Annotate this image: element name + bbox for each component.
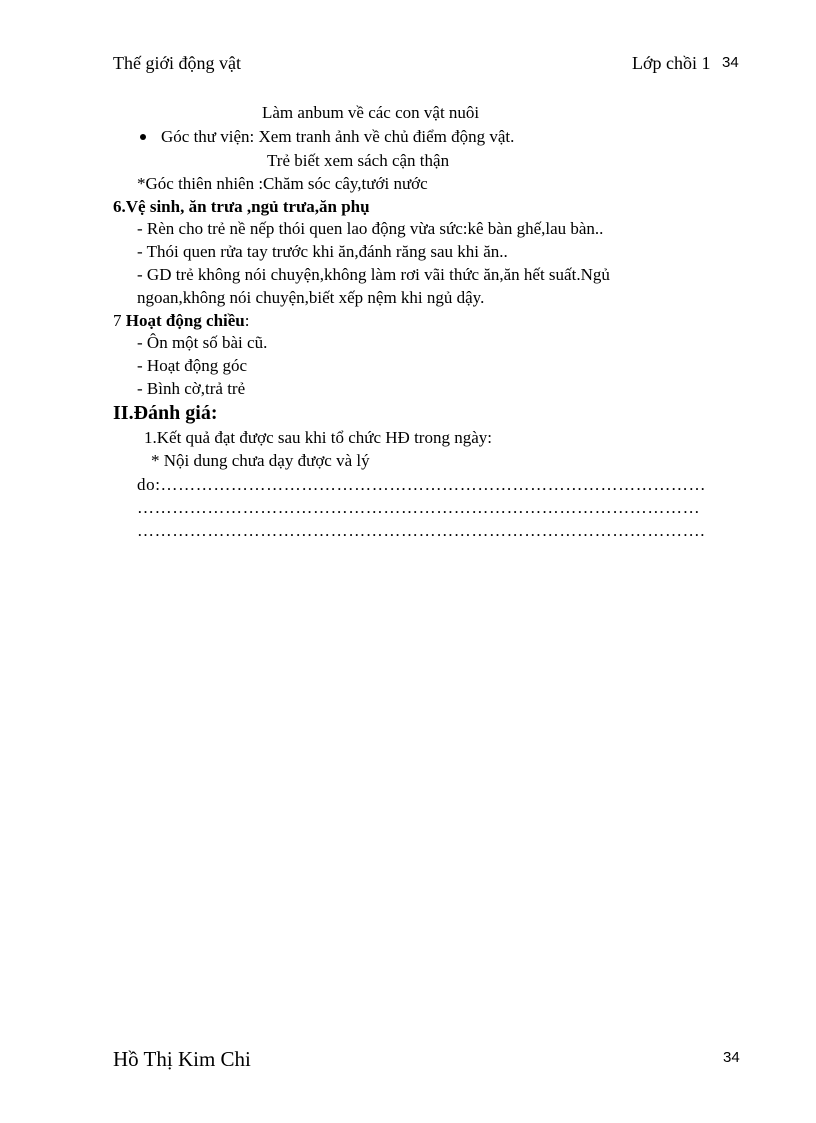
header-right: Lớp chồi 1 — [632, 53, 711, 73]
reading-line: Trẻ biết xem sách cận thận — [267, 151, 450, 170]
nature-corner-line: *Góc thiên nhiên :Chăm sóc cây,tưới nước — [137, 174, 428, 193]
evaluation-reason-line: do:………………………………………………………………………………… — [137, 475, 707, 494]
section-6-title: 6.Vệ sinh, ăn trưa ,ngủ trưa,ăn phụ — [113, 197, 370, 216]
album-line: Làm anbum về các con vật nuôi — [262, 103, 480, 122]
section-2-title: II.Đánh giá: — [113, 402, 218, 424]
evaluation-content-line: * Nội dung chưa dạy được và lý — [151, 451, 370, 470]
header-left: Thế giới động vật — [113, 53, 241, 73]
section-7-colon: : — [244, 311, 250, 330]
library-corner-item: Góc thư viện: Xem tranh ảnh về chủ điểm động vật. — [161, 127, 515, 146]
section-7-item-1: - Ôn một số bài cũ. — [137, 333, 268, 352]
section-6-item-3b: ngoan,không nói chuyện,biết xếp nệm khi ngủ dậy. — [137, 288, 485, 307]
section-7-item-3: - Bình cờ,trả trẻ — [137, 379, 246, 398]
evaluation-blank-line-1: …………………………………………………………………………………… — [137, 498, 701, 517]
header-page-number: 34 — [722, 54, 739, 71]
section-6-item-1: - Rèn cho trẻ nề nếp thói quen lao động vừa sức:kê bàn ghế,lau bàn.. — [137, 219, 604, 238]
section-6-item-2: - Thói quen rửa tay trước khi ăn,đánh răng sau khi ăn.. — [137, 242, 508, 261]
section-7-title-text: Hoạt động chiều — [125, 311, 245, 330]
bullet-icon — [140, 134, 146, 140]
footer-author: Hồ Thị Kim Chi — [113, 1047, 251, 1071]
section-6-item-3a: - GD trẻ không nói chuyện,không làm rơi vãi thức ăn,ăn hết suất.Ngủ — [137, 265, 610, 284]
section-7-number: 7 — [113, 311, 126, 330]
footer-page-number: 34 — [723, 1049, 740, 1066]
section-7-title — [113, 311, 250, 331]
evaluation-result-line: 1.Kết quả đạt được sau khi tổ chức HĐ trong ngày: — [144, 428, 492, 447]
evaluation-blank-line-2: ……………………………………………………………………………………. — [137, 521, 706, 540]
section-7-item-2: - Hoạt động góc — [137, 356, 248, 375]
